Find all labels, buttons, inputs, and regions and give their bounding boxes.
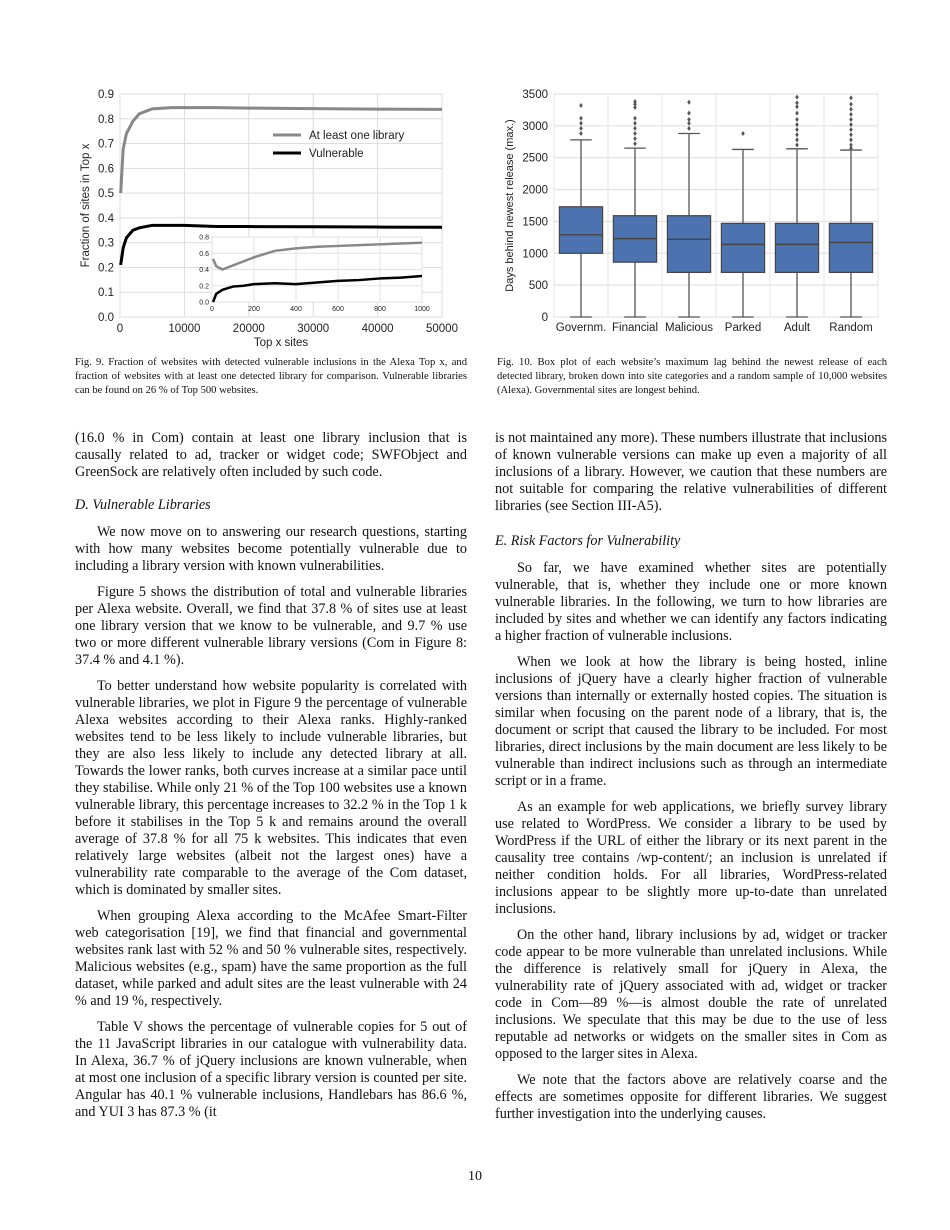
inset-x-tick-label: 1000	[414, 306, 430, 313]
inset-x-tick-label: 0	[210, 306, 214, 313]
x-tick-label: Parked	[724, 322, 762, 334]
paragraph: is not maintained any more). These numbers illustrate that inclusions of known vulnerable versions can make up even a majority of all inclusions of a library. However, we caution that these numbers are not suitable for comparing the relative vulnerabilities of different libraries (see Section III-A5).	[495, 430, 887, 514]
x-axis-label: Top x sites	[253, 337, 309, 349]
iqr-box	[775, 223, 818, 272]
paragraph: To better understand how website popularity is correlated with vulnerable libraries, we plot in Figure 9 the percentage of vulnerable Alexa websites according to their Alexa ranks. Highly-ranked websites tend to be less likely to include vulnerable libraries, but they are also less likely to include any detected library at all. Towards the lower ranks, both curves increase at a similar pace until they stabilise. While only 21 % of the Top 100 websites use a known vulnerable library, this percentage increases to 32.2 % in the Top 1 k before it stabilises in the Top 5 k and remains around the overall average of 37.8 % for all 75 k websites. This indicates that even relatively large websites (albeit not the largest ones) have a vulnerability rate comparable to the average of the Com dataset, which is dominated by smaller sites.	[75, 678, 467, 898]
paragraph: When we look at how the library is being hosted, inline inclusions of jQuery have a clearly higher fraction of vulnerable versions than internally or externally hosted copies. The situation is similar when focusing on the parent node of a library, that is, the document or script that caused the library to be included. For most libraries, direct inclusions by the main document are less likely to be vulnerable than indirect inclusions such as through an intermediate script or in a frame.	[495, 654, 887, 789]
paragraph: (16.0 % in Com) contain at least one library inclusion that is causally related to ad, tracker or widget code; SWFObject and GreenSock are relatively often included by such code.	[75, 430, 467, 480]
x-tick-label: 0	[116, 323, 124, 335]
x-tick-label: Malicious	[665, 322, 713, 334]
inset-x-tick-label: 200	[248, 306, 260, 313]
page-number: 10	[468, 1169, 482, 1184]
y-tick-label: 0.9	[98, 89, 114, 101]
x-tick-label: Financial	[611, 322, 659, 334]
y-tick-label: 0.1	[98, 287, 114, 300]
inset-y-tick-label: 0.0	[199, 299, 209, 307]
y-axis-label: Fraction of sites in Top x	[80, 143, 92, 268]
paragraph: So far, we have examined whether sites are potentially vulnerable, that is, whether they include one or more known vulnerable libraries. In the following, we turn to how libraries are included by sites and whether we can identify any factors indicating a higher fraction of vulnerable inclusions.	[495, 560, 887, 644]
paragraph: We now move on to answering our research questions, starting with how many websites become potentially vulnerable due to including a library version with known vulnerabilities.	[75, 524, 467, 574]
paragraph: Figure 5 shows the distribution of total and vulnerable libraries per Alexa website. Overall, we find that 37.8 % of sites use at least one library version that we know to be vulnerable, and 9.7 % use two or more different vulnerable library versions (Com in Figure 8: 37.4 % and 4.1 %).	[75, 584, 467, 668]
inset-y-tick-label: 0.4	[199, 267, 209, 274]
y-tick-label: 0	[541, 312, 548, 324]
x-tick-label: 50000	[426, 323, 458, 335]
y-tick-label: 0.2	[98, 262, 114, 275]
figure-10-caption: Fig. 10. Box plot of each website’s maximum lag behind the newest release of each detected library, broken down into site categories and a random sample of 10,000 websites (Alexa). Governmental sites are longest behind.	[497, 357, 887, 396]
x-tick-label: Governm.	[555, 322, 607, 334]
legend-label: At least one library	[309, 130, 405, 142]
y-tick-label: 1500	[522, 216, 548, 229]
left-column	[75, 430, 467, 1130]
paragraph: When grouping Alexa according to the McAfee Smart-Filter web categorisation [19], we find that financial and governmental websites rank last with 52 % and 50 % vulnerable sites, respectively. Malicious websites (e.g., spam) have the same proportion as the full dataset, while parked and adult sites are the least vulnerable with 24 % and 19 %, respectively.	[75, 908, 467, 1009]
y-tick-label: 2500	[522, 152, 548, 165]
y-tick-label: 0.6	[98, 163, 114, 176]
section-heading-e: E. Risk Factors for Vulnerability	[495, 533, 681, 549]
y-tick-label: 0.8	[98, 113, 114, 126]
y-tick-label: 500	[528, 280, 548, 293]
right-column	[495, 430, 887, 1132]
figure-9-caption: Fig. 9. Fraction of websites with detected vulnerable inclusions in the Alexa Top x, and fraction of websites with at least one detected library for comparison. Vulnerable libraries can be found on 26 % of Top 500 websites.	[75, 357, 467, 396]
x-tick-label: 20000	[232, 323, 265, 335]
y-tick-label: 0.3	[98, 237, 114, 250]
y-tick-label: 1000	[522, 248, 548, 261]
inset-y-tick-label: 0.8	[199, 234, 209, 242]
legend-label: Vulnerable	[309, 148, 364, 160]
paragraph: On the other hand, library inclusions by ad, widget or tracker code appear to be more vulnerable than unrelated inclusions. While the difference is relatively small for jQuery in Alexa, the vulnerability rate of jQuery associated with ad, widget or tracker code in Com—89 %—is almost double the rate of unrelated inclusions. We speculate that this may be due to the use of less reputable ad networks or widgets on the smaller sites in Com as opposed to the larger sites in Alexa.	[495, 927, 887, 1062]
paragraph: As an example for web applications, we briefly survey library use related to WordPress. We consider a library to be used by WordPress if the URL of either the library or its next parent in the causality tree contains /wp-content/; an inclusion is unrelated if neither condition holds. For all libraries, WordPress-related inclusions appear to be slightly more up-to-date than unrelated inclusions.	[495, 799, 887, 917]
inset-y-tick-label: 0.2	[199, 283, 209, 291]
iqr-box	[559, 207, 602, 254]
paragraph: Table V shows the percentage of vulnerable copies for 5 out of the 11 JavaScript libraries in our catalogue with vulnerability data. In Alexa, 36.7 % of jQuery inclusions are known vulnerable, when at most one inclusion of a specific library version is counted per site. Angular has 40.1 % vulnerable inclusions, Handlebars has 86.6 %, and YUI 3 has 87.3 % (it	[75, 1019, 467, 1120]
x-tick-label: Random	[829, 322, 873, 334]
figure-10-box-plot	[495, 82, 895, 344]
x-tick-label: 30000	[297, 323, 330, 335]
x-tick-label: Adult	[783, 322, 811, 334]
y-tick-label: 2000	[522, 184, 548, 197]
section-heading-d: D. Vulnerable Libraries	[75, 497, 211, 513]
iqr-box	[721, 223, 764, 272]
inset-y-tick-label: 0.6	[199, 250, 209, 258]
y-tick-label: 0.5	[98, 188, 114, 201]
inset-x-tick-label: 400	[290, 306, 302, 313]
inset-x-tick-label: 600	[332, 306, 344, 313]
y-tick-label: 0.7	[98, 138, 114, 151]
y-tick-label: 0.4	[98, 212, 114, 225]
y-axis-label: Days behind newest release (max.)	[504, 119, 516, 292]
x-tick-label: 10000	[168, 323, 201, 335]
iqr-box	[829, 223, 872, 272]
y-tick-label: 0.0	[98, 312, 114, 324]
inset-x-tick-label: 800	[374, 306, 386, 313]
x-tick-label: 40000	[361, 323, 394, 335]
figure-9-line-chart	[70, 82, 480, 352]
paragraph: We note that the factors above are relatively coarse and the effects are sometimes opposite for different libraries. We suggest further investigation into the underlying causes.	[495, 1072, 887, 1122]
iqr-box	[667, 216, 710, 273]
y-tick-label: 3500	[522, 89, 548, 101]
y-tick-label: 3000	[522, 120, 548, 133]
